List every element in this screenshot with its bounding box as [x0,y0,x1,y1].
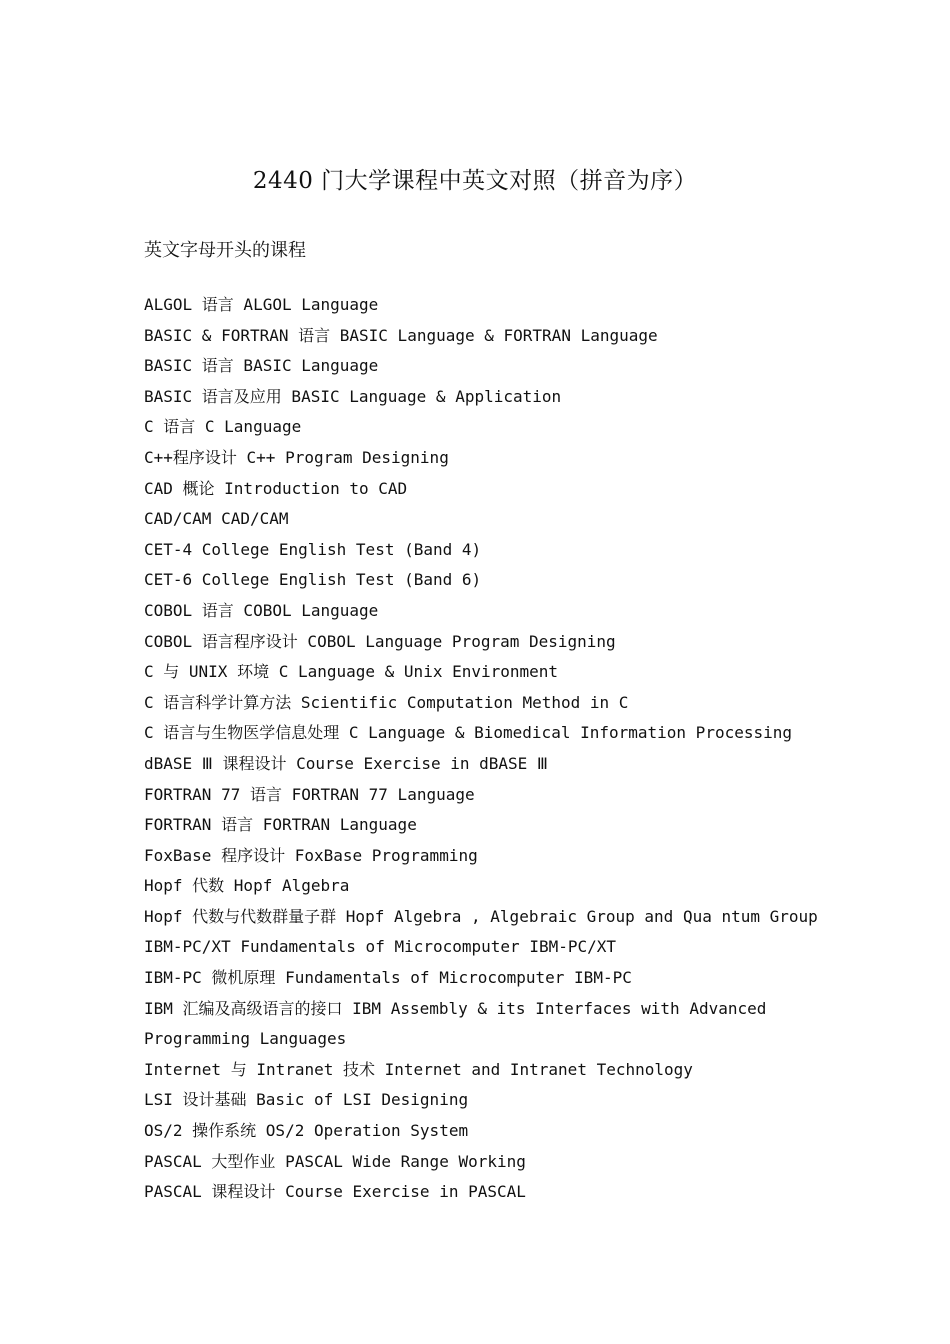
course-line: Internet 与 Intranet 技术 Internet and Intranet Technology [144,1059,693,1079]
course-list [144,290,844,1208]
course-line: CAD/CAM CAD/CAM [144,509,289,529]
course-line-continuation: Programming Languages [144,1029,347,1049]
course-line: LSI 设计基础 Basic of LSI Designing [144,1090,469,1110]
course-line: BASIC 语言及应用 BASIC Language & Application [144,386,562,406]
course-line: CAD 概论 Introduction to CAD [144,478,408,498]
course-line: FORTRAN 语言 FORTRAN Language [144,815,417,835]
course-line: C 与 UNIX 环境 C Language & Unix Environment [144,662,559,682]
course-line: IBM-PC 微机原理 Fundamentals of Microcomputer IBM-PC [144,968,632,988]
course-line: Hopf 代数与代数群量子群 Hopf Algebra , Algebraic Group and Qua ntum Group [144,906,818,926]
course-line: CET-4 College English Test (Band 4) [144,539,482,559]
course-line: FORTRAN 77 语言 FORTRAN 77 Language [144,784,475,804]
course-line: C++程序设计 C++ Program Designing [144,447,449,467]
course-line: IBM-PC/XT Fundamentals of Microcomputer IBM-PC/XT [144,937,617,957]
course-line: ALGOL 语言 ALGOL Language [144,295,379,314]
course-line: dBASE Ⅲ 课程设计 Course Exercise in dBASE Ⅲ [144,753,548,773]
course-line: FoxBase 程序设计 FoxBase Programming [144,845,478,865]
course-line: CET-6 College English Test (Band 6) [144,570,482,590]
course-line: Hopf 代数 Hopf Algebra [144,876,350,896]
course-line: BASIC 语言 BASIC Language [144,356,379,376]
course-line: C 语言与生物医学信息处理 C Language & Biomedical Information Processing [144,723,793,743]
section-heading: 英文字母开头的课程 [144,240,306,261]
document-title: 2440 门大学课程中英文对照（拼音为序） [252,168,698,194]
course-line: COBOL 语言 COBOL Language [144,600,379,620]
course-line: PASCAL 课程设计 Course Exercise in PASCAL [144,1182,526,1202]
course-line: C 语言 C Language [144,417,302,437]
course-line: PASCAL 大型作业 PASCAL Wide Range Working [144,1151,526,1171]
course-line: OS/2 操作系统 OS/2 Operation System [144,1121,469,1141]
course-line: C 语言科学计算方法 Scientific Computation Method in C [144,692,629,712]
course-line: COBOL 语言程序设计 COBOL Language Program Designing [144,631,616,651]
course-line: BASIC & FORTRAN 语言 BASIC Language & FORTRAN Language [144,325,658,345]
course-line: IBM 汇编及高级语言的接口 IBM Assembly & its Interfaces with Advanced [144,998,767,1018]
